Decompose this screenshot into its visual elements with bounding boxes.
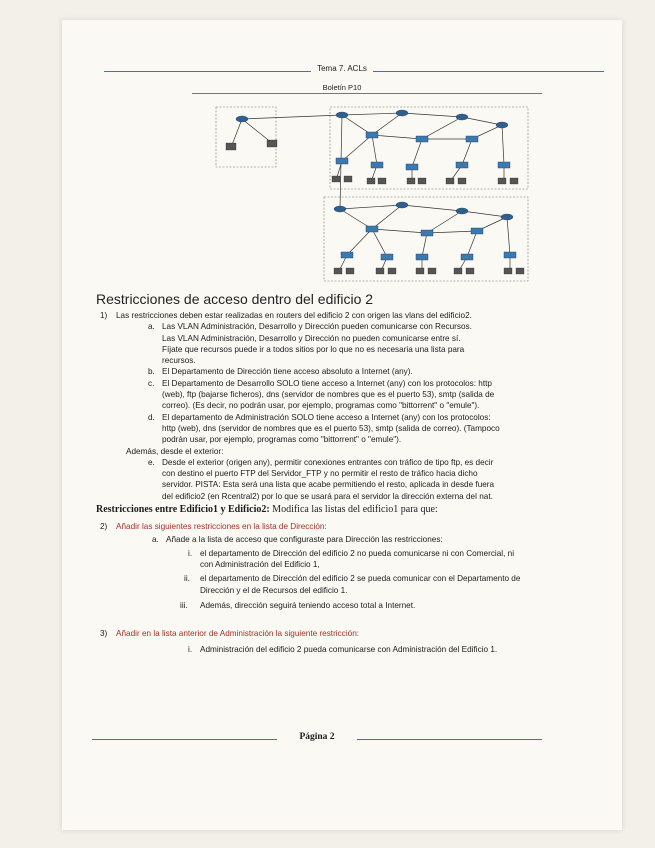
item-1: 1) Las restricciones deben estar realizadas en routers del edificio 2 con origen las vlans del edificio2. [100,311,472,320]
item-1c: c. El Departamento de Desarrollo SOLO tiene acceso a Internet (any) con los protocolos: http (web), ftp (bajarse ficheros), dns (servidor de nombres que es el puerto 53), smtp (salida de correo). (Es decir, no podrán usar, por ejemplo, programas como "bittorrent" o "emule"). [148,378,495,411]
item-1a: a. Las VLAN Administración, Desarrollo y Dirección pueden comunicarse con Recursos. Las VLAN Administración, Desarrollo y Dirección no pueden comunicarse entre sí. Fíjate que recursos puede ir a todos sitios por lo que no es necesaria una lista para recursos. [148,322,472,366]
item-2a: a. Añade a la lista de acceso que configuraste para Dirección las restricciones: [152,535,443,545]
item-3i: i. Administración del edificio 2 pueda comunicarse con Administración del Edificio 1. [188,645,498,655]
item-2i: i. el departamento de Dirección del edificio 2 no pueda comunicarse ni con Comercial, ni con Administración del Edificio 1, [188,548,515,569]
ademas-label: Además, desde el exterior: [126,446,224,456]
item-1d: d. El departamento de Administración SOLO tiene acceso a Internet (any) con los protocolos: http (web), dns (servidor de nombres que es el puerto 53), smtp (salida de correo). (Tampoco podrán usar, por ejemplo, programas como "bittorrent" o "emule"). [148,412,500,445]
header-subtitle: Boletín P10 [322,83,362,92]
section-title: Restricciones de acceso dentro del edificio 2 [96,291,374,307]
item-2iii: iii. Además, dirección seguirá teniendo acceso total a Internet. [180,600,416,610]
item-1e: e. Desde el exterior (origen any), permitir conexiones entrantes con tráfico de tipo ftp, es decir con destino el puerto FTP del Servidor_FTP y no permitir el resto de tráfico hacia dicho servidor. PISTA: Esta será una lista que acabe permitiendo el resto, aplicada in desde fuera del edificio2 (en Rcentral2) por lo que se usará para el servidor la dirección externa del nat. [148,457,495,501]
item-2ii: ii. el departamento de Dirección del edificio 2 se pueda comunicar con el Departamento de Dirección y el de Recursos del edificio 1. [184,574,521,595]
subtitle-rule [192,93,542,94]
page-footer [92,732,542,746]
document-body [96,290,606,656]
restrictions-heading: Restricciones entre Edificio1 y Edificio2: Modifica las listas del edificio1 para que: [96,504,438,516]
item-3-title: 3) Añadir en la lista anterior de Administración la siguiente restricción: [100,629,360,639]
document-page [62,20,622,830]
item-2-title: 2) Añadir las siguientes restricciones en la lista de Dirección: [100,522,327,532]
item-1b: b. El Departamento de Dirección tiene acceso absoluto a Internet (any). [148,367,413,377]
header-title: Tema 7. ACLs [62,64,622,73]
page-number: Página 2 [299,732,335,742]
network-diagram [212,105,532,285]
